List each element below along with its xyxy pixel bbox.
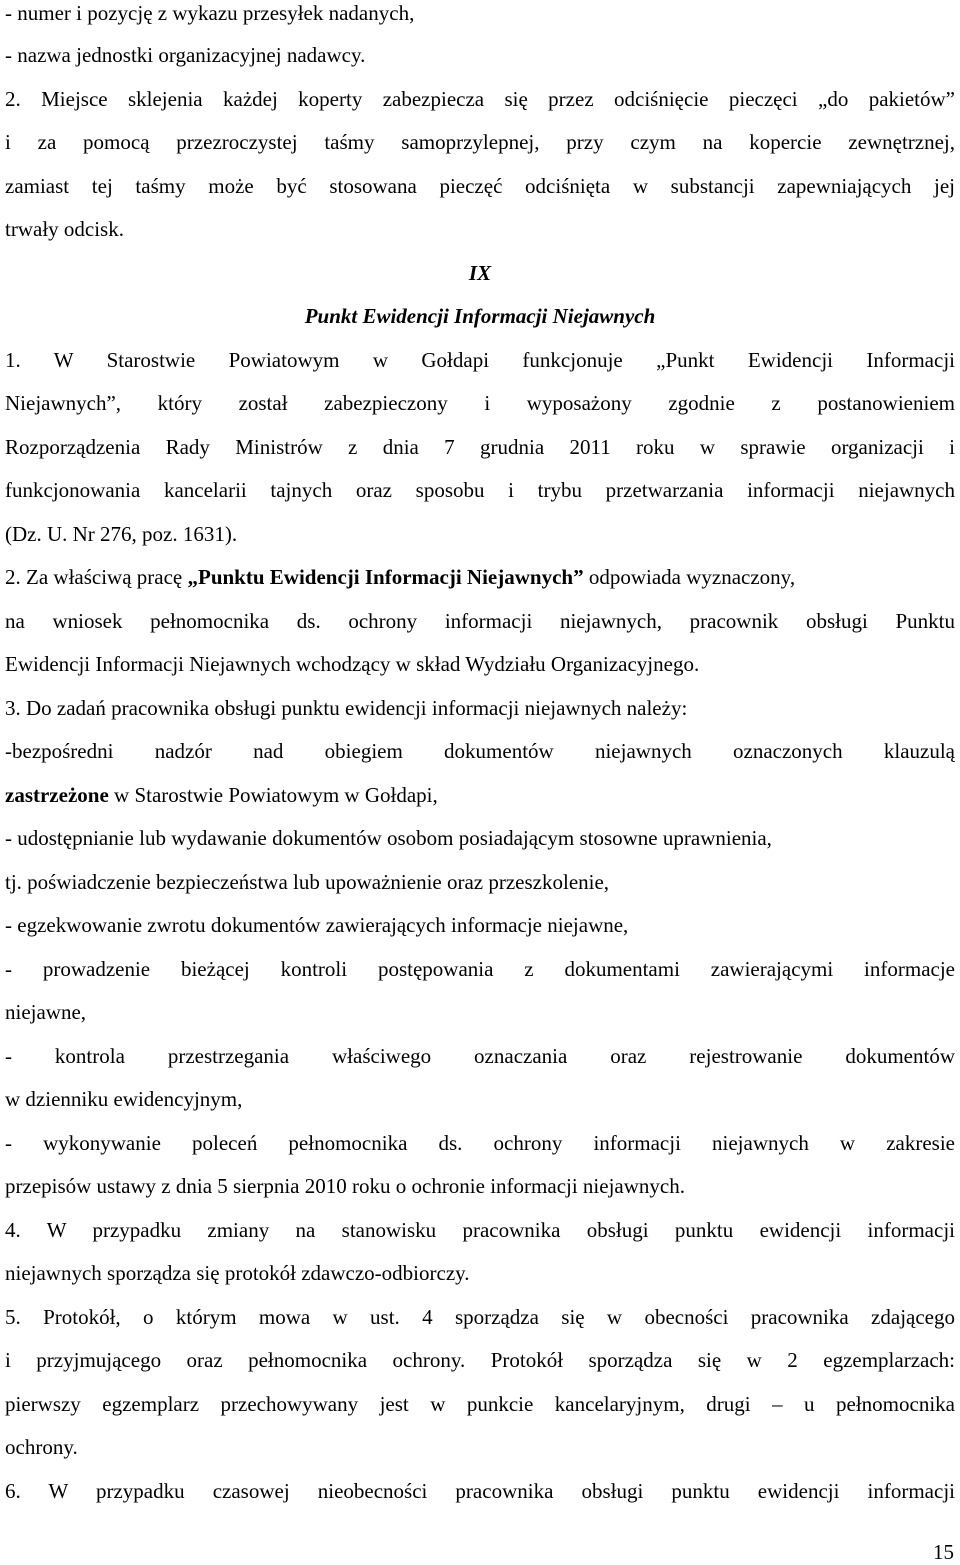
text-line: i przyjmującego oraz pełnomocnika ochrony. Protokół sporządza się w 2 egzemplarzach: [5, 1348, 955, 1372]
text-run: w Starostwie Powiatowym w Gołdapi, [108, 783, 438, 807]
text-line: - nazwa jednostki organizacyjnej nadawcy. [5, 43, 366, 67]
text-line: 1. W Starostwie Powiatowym w Gołdapi funkcjonuje „Punkt Ewidencji Informacji [5, 348, 955, 372]
text-line: funkcjonowania kancelarii tajnych oraz sposobu i trybu przetwarzania informacji niejawnych [5, 478, 955, 502]
text-line: Ewidencji Informacji Niejawnych wchodzący w skład Wydziału Organizacyjnego. [5, 652, 700, 676]
text-line: 3. Do zadań pracownika obsługi punktu ewidencji informacji niejawnych należy: [5, 696, 688, 720]
text-line: - kontrola przestrzegania właściwego oznaczania oraz rejestrowanie dokumentów [5, 1044, 955, 1068]
text-line: 5. Protokół, o którym mowa w ust. 4 sporządza się w obecności pracownika zdającego [5, 1305, 955, 1329]
text-line: w dzienniku ewidencyjnym, [5, 1087, 243, 1111]
text-line: pierwszy egzemplarz przechowywany jest w punkcie kancelaryjnym, drugi – u pełnomocnika [5, 1392, 955, 1416]
text-line: - udostępnianie lub wydawanie dokumentów osobom posiadającym stosowne uprawnienia, [5, 826, 772, 850]
text-line: zamiast tej taśmy może być stosowana pieczęć odciśnięta w substancji zapewniających jej [5, 174, 955, 198]
section-title: Punkt Ewidencji Informacji Niejawnych [304, 304, 656, 328]
text-line [5, 562, 955, 592]
text-line: Niejawnych”, który został zabezpieczony i wyposażony zgodnie z postanowieniem [5, 391, 955, 415]
text-line: niejawnych sporządza się protokół zdawczo-odbiorczy. [5, 1261, 470, 1285]
text-line: tj. poświadczenie bezpieczeństwa lub upoważnienie oraz przeszkolenie, [5, 870, 610, 894]
text-line: 4. W przypadku zmiany na stanowisku pracownika obsługi punktu ewidencji informacji [5, 1218, 955, 1242]
text-line: - wykonywanie poleceń pełnomocnika ds. ochrony informacji niejawnych w zakresie [5, 1131, 955, 1155]
bold-text-run: „Punktu Ewidencji Informacji Niejawnych” [187, 565, 584, 589]
text-line: (Dz. U. Nr 276, poz. 1631). [5, 522, 238, 546]
page-number: 15 [933, 1540, 954, 1564]
text-line: niejawne, [5, 1000, 87, 1024]
text-run: odpowiada wyznaczony, [583, 565, 796, 589]
text-line: - egzekwowanie zwrotu dokumentów zawierających informacje niejawne, [5, 913, 629, 937]
text-line: przepisów ustawy z dnia 5 sierpnia 2010 roku o ochronie informacji niejawnych. [5, 1174, 685, 1198]
text-line: 6. W przypadku czasowej nieobecności pracownika obsługi punktu ewidencji informacji [5, 1479, 955, 1503]
text-line: 2. Miejsce sklejenia każdej koperty zabezpiecza się przez odciśnięcie pieczęci „do pakietów” [5, 87, 955, 111]
bold-text-run: zastrzeżone [5, 783, 109, 807]
text-line: trwały odcisk. [5, 217, 124, 241]
text-line [5, 780, 955, 810]
section-number: IX [468, 261, 492, 285]
text-line: - prowadzenie bieżącej kontroli postępowania z dokumentami zawierającymi informacje [5, 957, 955, 981]
text-line: na wniosek pełnomocnika ds. ochrony informacji niejawnych, pracownik obsługi Punktu [5, 609, 955, 633]
text-line: i za pomocą przezroczystej taśmy samoprzylepnej, przy czym na kopercie zewnętrznej, [5, 130, 955, 154]
text-line: - numer i pozycję z wykazu przesyłek nadanych, [5, 1, 415, 25]
text-run: 2. Za właściwą pracę [5, 565, 188, 589]
text-line: -bezpośredni nadzór nad obiegiem dokumentów niejawnych oznaczonych klauzulą [5, 739, 955, 763]
text-line: ochrony. [5, 1435, 78, 1459]
text-line: Rozporządzenia Rady Ministrów z dnia 7 grudnia 2011 roku w sprawie organizacji i [5, 435, 955, 459]
